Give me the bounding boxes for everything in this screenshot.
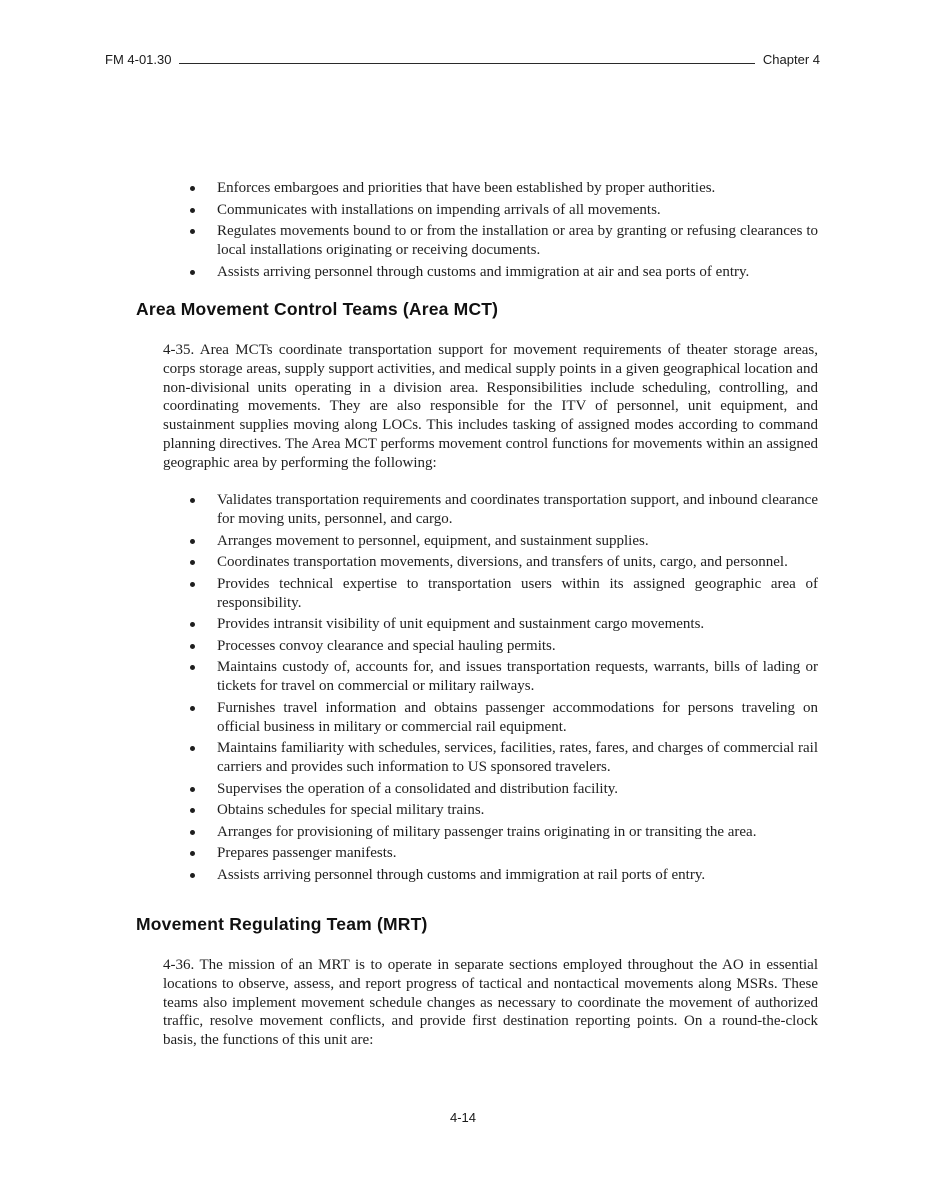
list-item-text: Arranges for provisioning of military passenger trains originating in or transiting the area. (217, 823, 757, 840)
bullet-icon (190, 270, 195, 275)
bullet-icon (190, 873, 195, 878)
list-item-text: Assists arriving personnel through customs and immigration at air and sea ports of entry. (217, 263, 750, 280)
bullet-icon (190, 808, 195, 813)
bullet-icon (190, 644, 195, 649)
list-item (136, 780, 818, 799)
header-doc-number: FM 4-01.30 (105, 52, 172, 67)
list-item (136, 532, 818, 551)
list-item (136, 801, 818, 820)
page-header (105, 52, 820, 67)
bullet-icon (190, 622, 195, 627)
list-item (136, 637, 818, 656)
bullet-icon (190, 787, 195, 792)
bullet-icon (190, 498, 195, 503)
list-item-text: Maintains custody of, accounts for, and issues transportation requests, warrants, bills of lading or tickets for travel on commercial or military railways. (217, 659, 818, 694)
page-footer (0, 1110, 926, 1125)
list-item-text: Regulates movements bound to or from the installation or area by granting or refusing clearances to local installations originating or receiving documents. (217, 223, 818, 258)
list-item (136, 201, 818, 220)
bullet-icon (190, 229, 195, 234)
bullet-icon (190, 582, 195, 587)
list-item (136, 553, 818, 572)
section-heading-area-mct: Area Movement Control Teams (Area MCT) (136, 299, 499, 319)
intro-bullet-list (136, 179, 818, 284)
page-number: 4-14 (449, 1110, 477, 1125)
list-item (136, 491, 818, 529)
list-item-text: Provides technical expertise to transportation users within its assigned geographic area of responsibility. (217, 575, 818, 611)
list-item (136, 844, 818, 863)
bullet-icon (190, 208, 195, 213)
list-item (136, 699, 818, 737)
list-item-text: Obtains schedules for special military trains. (217, 802, 485, 818)
bullet-icon (190, 746, 195, 751)
bullet-icon (190, 186, 195, 191)
bullet-icon (190, 539, 195, 544)
list-item-text: Maintains familiarity with schedules, services, facilities, rates, fares, and charges of commercial rail carriers and provides such information to US sponsored travelers. (217, 740, 818, 775)
header-rule (179, 63, 754, 64)
list-item-text: Assists arriving personnel through customs and immigration at rail ports of entry. (217, 866, 706, 883)
list-item-text: Arranges movement to personnel, equipment, and sustainment supplies. (217, 532, 649, 549)
list-item (136, 823, 818, 842)
list-item (136, 222, 818, 260)
area-mct-bullet-list (136, 491, 818, 887)
header-chapter-label: Chapter 4 (762, 52, 820, 67)
list-item (136, 179, 818, 198)
list-item-text: Communicates with installations on impending arrivals of all movements. (217, 201, 661, 218)
list-item-text: Validates transportation requirements and coordinates transportation support, and inbound clearance for moving units, personnel, and cargo. (217, 492, 818, 527)
paragraph-4-36: 4-36. The mission of an MRT is to operate in separate sections employed throughout the AO in essential locations to observe, assess, and report progress of tactical and nontactical movements along MSRs. These teams also implement movement schedule changes as necessary to coordinate the movement of authorized traffic, resolve movement conflicts, and provide first destination reporting points. On a round-the-clock basis, the functions of this unit are: (163, 957, 818, 1049)
bullet-icon (190, 665, 195, 670)
list-item-text: Enforces embargoes and priorities that have been established by proper authorities. (217, 180, 716, 196)
list-item-text: Furnishes travel information and obtains passenger accommodations for persons traveling on official business in military or commercial rail equipment. (217, 699, 818, 735)
list-item (136, 615, 818, 634)
list-item (136, 739, 818, 777)
bullet-icon (190, 830, 195, 835)
bullet-icon (190, 560, 195, 565)
list-item (136, 263, 818, 282)
bullet-icon (190, 851, 195, 856)
list-item-text: Coordinates transportation movements, diversions, and transfers of units, cargo, and personnel. (217, 554, 788, 570)
section-heading-mrt: Movement Regulating Team (MRT) (136, 914, 428, 934)
list-item (136, 866, 818, 885)
list-item-text: Prepares passenger manifests. (217, 845, 397, 861)
list-item-text: Processes convoy clearance and special hauling permits. (217, 637, 556, 654)
list-item-text: Provides intransit visibility of unit equipment and sustainment cargo movements. (217, 616, 705, 632)
paragraph-4-35: 4-35. Area MCTs coordinate transportation support for movement requirements of theater storage areas, corps storage areas, supply support activities, and medical supply points in a given geographical location and non-divisional units operating in a division area. Responsibilities include scheduling, controlling, and coordinating movements. They are also responsible for the ITV of personnel, unit equipment, and sustainment supplies moving along LOCs. This includes tasking of assigned modes according to command planning directives. The Area MCT performs movement control functions for movements within an assigned geographic area by performing the following: (163, 342, 818, 471)
bullet-icon (190, 706, 195, 711)
list-item (136, 658, 818, 696)
list-item (136, 575, 818, 613)
list-item-text: Supervises the operation of a consolidated and distribution facility. (217, 780, 619, 797)
